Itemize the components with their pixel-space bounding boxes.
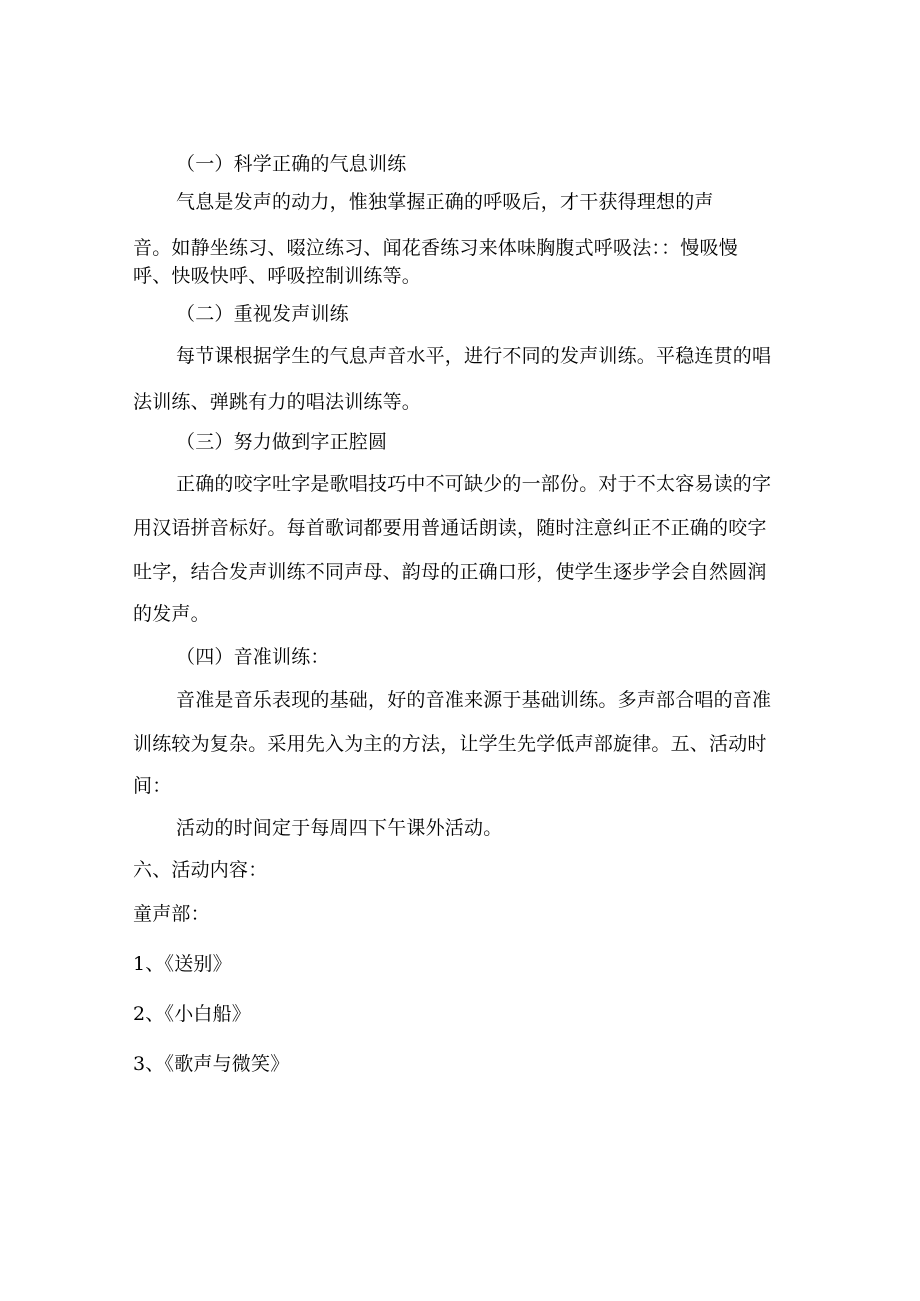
paragraph-line: 吐字，结合发声训练不同声母、韵母的正确口形，使学生逐步学会自然圆润 xyxy=(133,561,767,583)
song-list-item: 1、《送别》 xyxy=(133,953,232,975)
paragraph-line: 呼、快吸快呼、呼吸控制训练等。 xyxy=(133,265,422,287)
paragraph-line: 正确的咬字吐字是歌唱技巧中不可缺少的一部份。对于不太容易读的字 xyxy=(176,473,772,495)
section-heading-vocal-training: （二）重视发声训练 xyxy=(176,303,349,325)
song-list-item: 3、《歌声与微笑》 xyxy=(133,1053,290,1075)
song-list-item: 2、《小白船》 xyxy=(133,1003,251,1025)
section-heading-pitch-training: （四）音准训练： xyxy=(176,646,330,668)
section-heading-breath-training: （一）科学正确的气息训练 xyxy=(176,153,407,175)
paragraph-line: 用汉语拼音标好。每首歌词都要用普通话朗读，随时注意纠正不正确的咬字 xyxy=(133,517,767,539)
paragraph-line: 音。如静坐练习、啜泣练习、闻花香练习来体味胸腹式呼吸法：：慢吸慢 xyxy=(133,237,738,259)
section-heading-diction: （三）努力做到字正腔圆 xyxy=(176,431,388,453)
paragraph-line: 的发声。 xyxy=(133,603,210,625)
paragraph-line: 气息是发声的动力，惟独掌握正确的呼吸后，才干获得理想的声 xyxy=(176,191,714,213)
paragraph-line: 音准是音乐表现的基础，好的音准来源于基础训练。多声部合唱的音准 xyxy=(176,689,772,711)
paragraph-line: 每节课根据学生的气息声音水平，进行不同的发声训练。平稳连贯的唱 xyxy=(176,345,772,367)
section-heading-activity-content: 六、活动内容： xyxy=(133,859,268,881)
paragraph-line: 法训练、弹跳有力的唱法训练等。 xyxy=(133,391,422,413)
activity-time-paragraph: 活动的时间定于每周四下午课外活动。 xyxy=(176,817,503,839)
paragraph-line: 间： xyxy=(133,775,172,797)
paragraph-line: 训练较为复杂。采用先入为主的方法，让学生先学低声部旋律。五、活动时 xyxy=(133,733,767,755)
sub-heading-children-choir: 童声部： xyxy=(133,903,210,925)
